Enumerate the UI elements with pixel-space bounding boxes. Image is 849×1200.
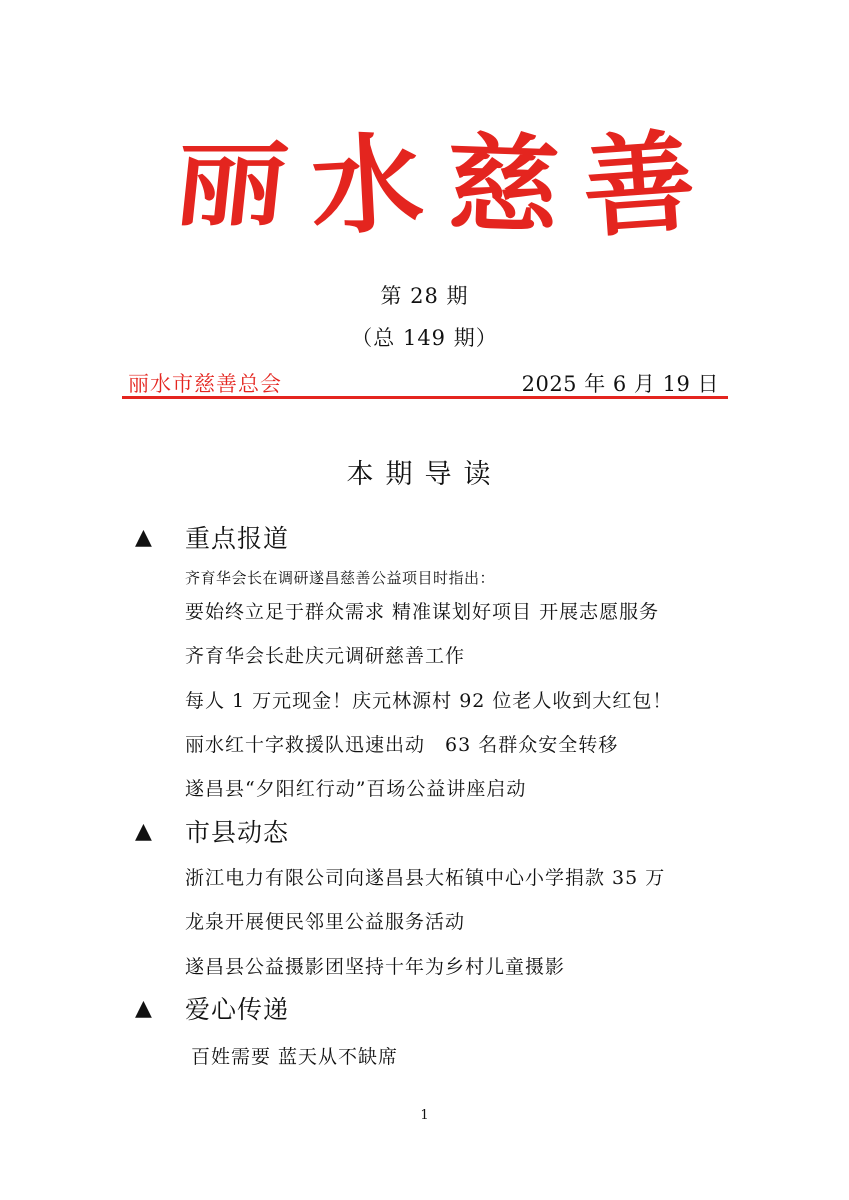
section-label: 爱心传递 (185, 995, 290, 1024)
publisher-name: 丽水市慈善总会 (128, 372, 282, 396)
masthead-logo (169, 117, 700, 253)
issue-total: （总 149 期） (351, 326, 498, 350)
triangle-marker-icon: ▲ (135, 818, 152, 844)
toc-section-key-reports (135, 519, 289, 555)
toc-item[interactable]: 遂昌县公益摄影团坚持十年为乡村儿童摄影 (185, 956, 566, 978)
toc-item[interactable]: 遂昌县“夕阳红行动”百场公益讲座启动 (185, 778, 527, 800)
masthead-char-4: 善 (578, 117, 700, 253)
toc-item[interactable]: 每人 1 万元现金！庆元林源村 92 位老人收到大红包！ (185, 690, 673, 712)
masthead-char-3: 慈 (444, 120, 562, 250)
publish-date: 2025 年 6 月 19 日 (521, 372, 719, 396)
page-number: 1 (420, 1108, 429, 1123)
toc-section-local-news (135, 813, 289, 849)
toc-section-love-relay (135, 990, 289, 1026)
section-label: 市县动态 (185, 818, 290, 847)
section-label: 重点报道 (185, 524, 290, 553)
toc-item[interactable]: 齐育华会长赴庆元调研慈善工作 (185, 645, 466, 667)
masthead-char-2: 水 (307, 119, 427, 251)
masthead-char-1: 丽 (169, 131, 293, 239)
triangle-marker-icon: ▲ (135, 995, 152, 1021)
toc-item[interactable]: 要始终立足于群众需求 精准谋划好项目 开展志愿服务 (185, 601, 660, 623)
toc-title: 本期导读 (346, 459, 503, 490)
toc-item[interactable]: 浙江电力有限公司向遂昌县大柘镇中心小学捐款 35 万 (185, 867, 666, 889)
toc-item[interactable]: 丽水红十字救援队迅速出动 63 名群众安全转移 (185, 734, 619, 756)
header-divider (122, 396, 728, 399)
toc-item[interactable]: 龙泉开展便民邻里公益服务活动 (185, 911, 466, 933)
toc-item[interactable]: 百姓需要 蓝天从不缺席 (191, 1046, 399, 1068)
triangle-marker-icon: ▲ (135, 524, 152, 550)
toc-item[interactable]: 齐育华会长在调研遂昌慈善公益项目时指出： (185, 569, 496, 587)
issue-number: 第 28 期 (380, 284, 469, 308)
